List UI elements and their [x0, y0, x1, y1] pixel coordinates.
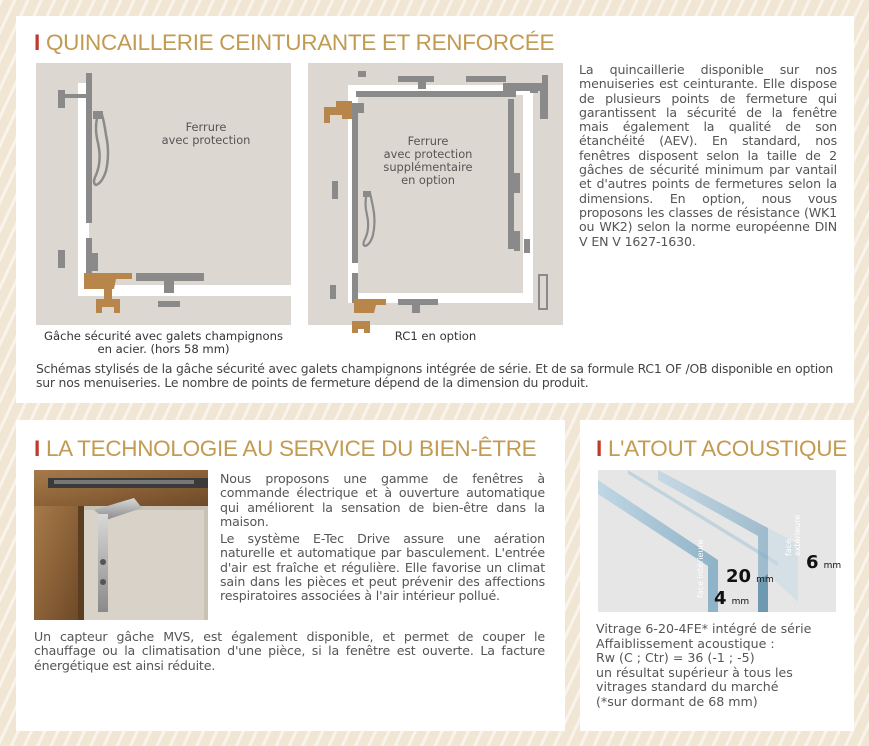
quincaillerie-body: La quincaillerie disponible sur nos menuiseries est ceinturante. Elle dispose de plusieurs points de fermeture qui garantissent la sécurité de la fenêtre mais également la qualité de son étanchéité (AEV). En standard, nos fenêtres disposent selon la taille de 2 gâches de sécurité minimum par vantail et d'autres points de fermetures selon la dimensions. En option, nous vous proposons les classes de résistance (WK1 ou WK2) selon la norme européenne DIN V EN V 1627-1630. — [579, 62, 837, 249]
hardware-diagram-standard — [36, 63, 291, 325]
quincaillerie-title: I QUINCAILLERIE CEINTURANTE ET RENFORCÉE — [34, 30, 555, 55]
acoustique-card — [580, 420, 854, 731]
diagram1-caption: Gâche sécurité avec galets champignons en acier. (hors 58 mm) — [43, 329, 283, 356]
diagram2-label: Ferrure avec protection supplémentaire en option — [383, 134, 473, 187]
quincaillerie-card — [16, 16, 854, 403]
technologie-body-capteur: Un capteur gâche MVS, est également disponible, et permet de couper le chauffage ou la climatisation d'une pièce, si la fenêtre est ouverte. La facture énergétique est ainsi réduite. — [34, 629, 545, 673]
diagram2-caption: RC1 en option — [394, 329, 477, 343]
technologie-body-intro: Nous proposons une gamme de fenêtres à commande électrique et à ouverture automatique qui améliorent la sensation de bien-être dans la maison. Le système E-Tec Drive assure une aération naturelle et automatique par basculement. L'entrée d'air est fraîche et régulière. Elle favorise un climat sain dans les pièces et peut prévenir des affections respiratoires associées à l'air intérieur pollué. — [220, 471, 545, 604]
accent-bar-icon: I — [34, 436, 40, 461]
diagram1-label: Ferrure avec protection — [161, 120, 251, 147]
thickness-20-label: 20 mm — [726, 566, 774, 587]
schemas-note: Schémas stylisés de la gâche sécurité avec galets champignons intégrée de série. Et de sa formule RC1 OF /OB disponible en option sur nos menuiseries. Le nombre de points de fermeture dépend de la dimension du produit. — [36, 361, 834, 391]
acoustique-title: I L'ATOUT ACOUSTIQUE — [596, 436, 847, 461]
technologie-card — [16, 420, 565, 731]
accent-bar-icon: I — [596, 436, 602, 461]
thickness-6-label: 6 mm — [806, 552, 842, 573]
acoustique-body: Vitrage 6-20-4FE* intégré de série Affaiblissement acoustique : Rw (C ; Ctr) = 36 (-1 ; -5) un résultat supérieur à tous les vitrages standard du marché (*sur dormant de 68 mm) — [596, 621, 812, 709]
accent-bar-icon: I — [34, 30, 40, 55]
window-motor-photo — [34, 470, 208, 620]
face-exterieure-label: face extérieure — [784, 514, 802, 556]
hardware-diagram-rc1 — [308, 63, 563, 325]
technologie-title: I LA TECHNOLOGIE AU SERVICE DU BIEN-ÊTRE — [34, 436, 537, 461]
face-interieure-label: face intérieure — [696, 539, 705, 598]
glazing-diagram — [598, 470, 842, 612]
thickness-4-label: 4 mm — [714, 588, 750, 609]
